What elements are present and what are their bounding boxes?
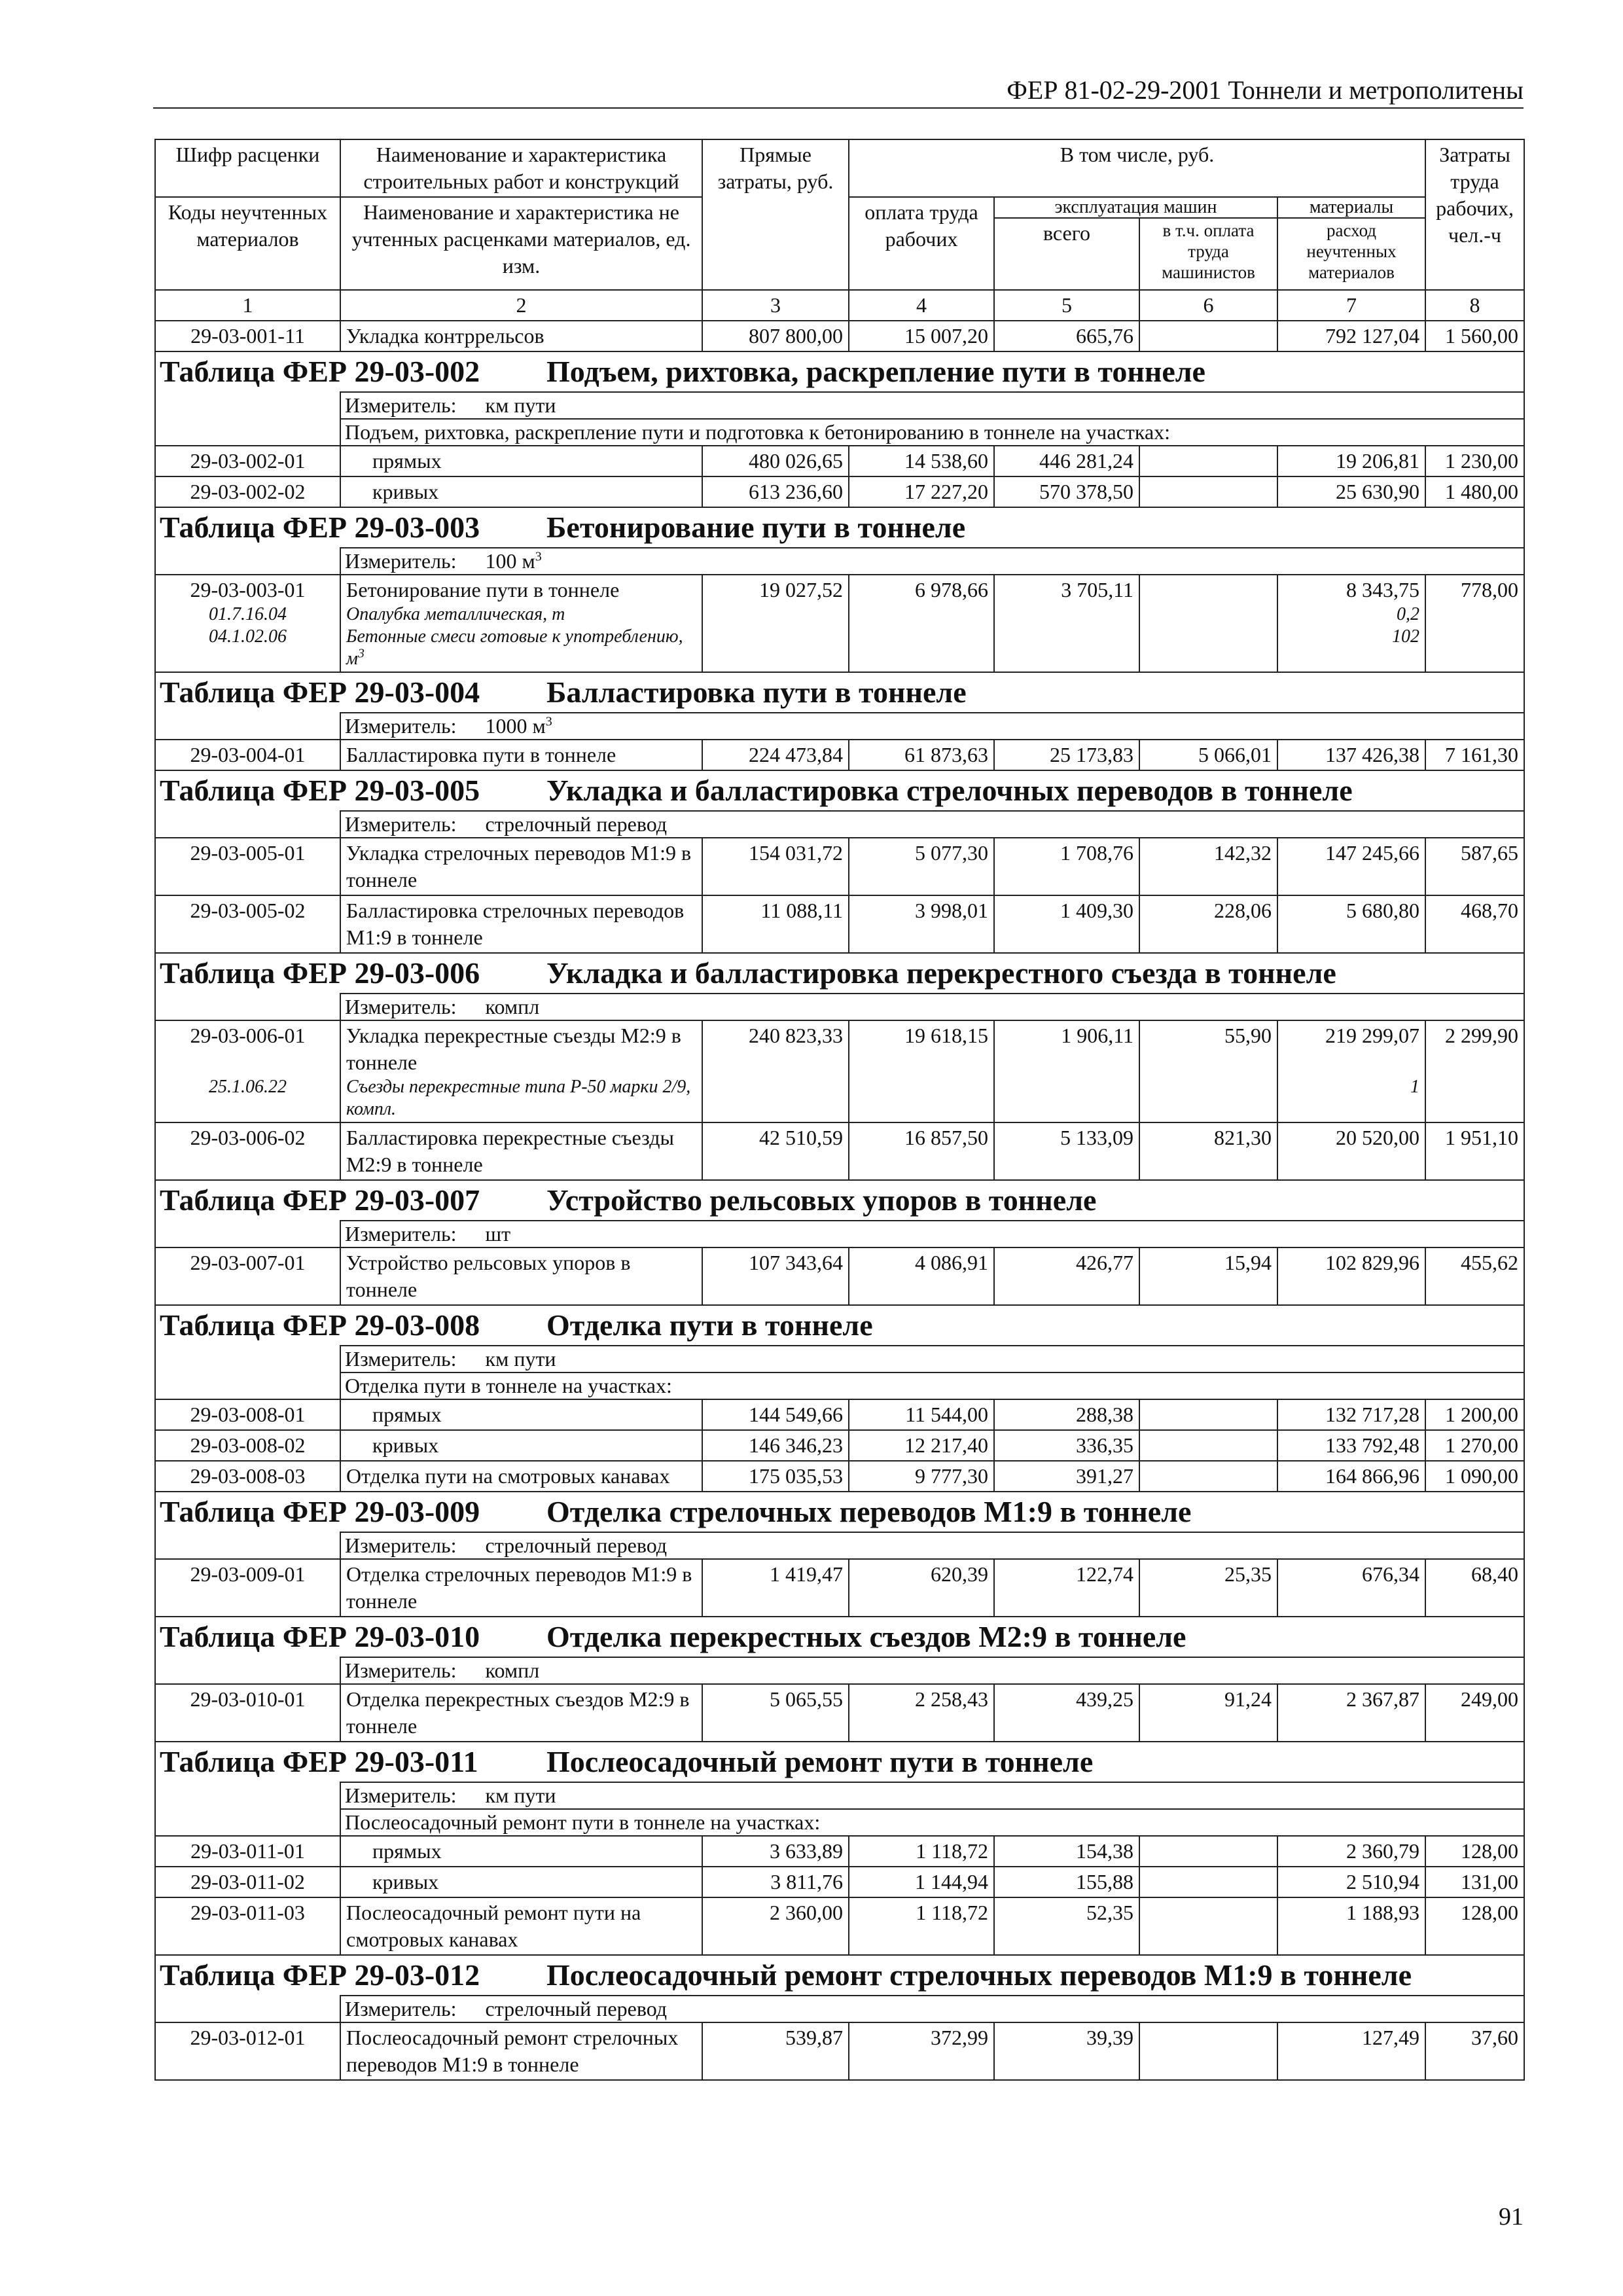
work-name: Укладка стрелочных переводов М1:9 в тоннеле bbox=[340, 838, 702, 895]
labor-hours: 778,00 bbox=[1425, 575, 1524, 672]
col-materials-header: материалы bbox=[1277, 197, 1425, 218]
labor-hours: 2 299,90 bbox=[1425, 1020, 1524, 1122]
subheading-text: Послеосадочный ремонт пути в тоннеле на участках: bbox=[340, 1809, 1524, 1836]
table-row bbox=[155, 1461, 1524, 1492]
section-code: Таблица ФЕР 29-03-004 bbox=[160, 675, 480, 709]
operators-wages bbox=[1139, 1897, 1277, 1955]
page-number: 91 bbox=[1499, 2203, 1524, 2231]
machines-total: 1 906,11 bbox=[994, 1020, 1139, 1122]
materials: 792 127,04 bbox=[1277, 321, 1425, 351]
measure-label: Измеритель: bbox=[345, 1222, 457, 1246]
rate-code: 29-03-007-01 bbox=[155, 1247, 340, 1305]
col-machines-total-header: всего bbox=[994, 218, 1139, 290]
operators-wages: 91,24 bbox=[1139, 1684, 1277, 1742]
section-code: Таблица ФЕР 29-03-007 bbox=[160, 1183, 480, 1217]
section-code: Таблица ФЕР 29-03-012 bbox=[160, 1958, 480, 1992]
labor-hours: 1 200,00 bbox=[1425, 1399, 1524, 1430]
subheading-row bbox=[155, 1372, 1524, 1399]
table-section-heading bbox=[155, 351, 1524, 392]
operators-wages bbox=[1139, 446, 1277, 476]
work-name: Балластировка стрелочных переводов М1:9 в тоннеле bbox=[340, 895, 702, 953]
direct-costs: 1 419,47 bbox=[702, 1559, 849, 1617]
material-consumption: 1 bbox=[1410, 1077, 1420, 1097]
materials-cell bbox=[1277, 575, 1425, 672]
column-header-row bbox=[155, 139, 1524, 197]
wages: 6 978,66 bbox=[849, 575, 994, 672]
direct-costs: 107 343,64 bbox=[702, 1247, 849, 1305]
col-num-4: 4 bbox=[849, 290, 994, 321]
rate-code: 29-03-011-01 bbox=[155, 1836, 340, 1867]
machines-total: 336,35 bbox=[994, 1430, 1139, 1461]
materials: 132 717,28 bbox=[1277, 1399, 1425, 1430]
rate-code: 29-03-008-03 bbox=[155, 1461, 340, 1492]
materials: 2 360,79 bbox=[1277, 1836, 1425, 1867]
wages: 620,39 bbox=[849, 1559, 994, 1617]
machines-total: 1 409,30 bbox=[994, 895, 1139, 953]
document-title: ФЕР 81-02-29-2001 Тоннели и метрополитены bbox=[1007, 75, 1524, 105]
direct-costs: 146 346,23 bbox=[702, 1430, 849, 1461]
rate-code: 29-03-002-01 bbox=[155, 446, 340, 476]
table-section-heading bbox=[155, 953, 1524, 994]
measure-unit: компл bbox=[485, 995, 540, 1018]
measure-label: Измеритель: bbox=[345, 714, 457, 738]
work-name: кривых bbox=[340, 476, 702, 507]
measure-unit: стрелочный перевод bbox=[485, 812, 668, 836]
wages: 16 857,50 bbox=[849, 1122, 994, 1180]
measure-unit: 1000 м bbox=[485, 714, 546, 738]
wages: 14 538,60 bbox=[849, 446, 994, 476]
materials: 102 829,96 bbox=[1277, 1247, 1425, 1305]
wages: 9 777,30 bbox=[849, 1461, 994, 1492]
table-row bbox=[155, 446, 1524, 476]
table-section-heading bbox=[155, 1180, 1524, 1221]
material-unit-exponent: 3 bbox=[357, 646, 365, 661]
machines-total: 570 378,50 bbox=[994, 476, 1139, 507]
operators-wages bbox=[1139, 1867, 1277, 1897]
rate-code: 29-03-008-02 bbox=[155, 1430, 340, 1461]
labor-hours: 249,00 bbox=[1425, 1684, 1524, 1742]
measure-row bbox=[155, 811, 1524, 838]
operators-wages bbox=[1139, 1836, 1277, 1867]
operators-wages: 55,90 bbox=[1139, 1020, 1277, 1122]
work-name: прямых bbox=[340, 1836, 702, 1867]
measure-unit: км пути bbox=[485, 1347, 556, 1371]
labor-hours: 1 480,00 bbox=[1425, 476, 1524, 507]
price-table bbox=[154, 139, 1525, 2081]
wages: 61 873,63 bbox=[849, 740, 994, 770]
section-title: Укладка и балластировка стрелочных переводов в тоннеле bbox=[546, 774, 1353, 807]
machines-total: 52,35 bbox=[994, 1897, 1139, 1955]
rate-code: 29-03-010-01 bbox=[155, 1684, 340, 1742]
measure-label: Измеритель: bbox=[345, 393, 457, 417]
operators-wages: 821,30 bbox=[1139, 1122, 1277, 1180]
section-title: Послеосадочный ремонт стрелочных переводов М1:9 в тоннеле bbox=[546, 1958, 1412, 1992]
section-title: Отделка перекрестных съездов М2:9 в тоннеле bbox=[546, 1620, 1186, 1653]
materials: 5 680,80 bbox=[1277, 895, 1425, 953]
measure-row bbox=[155, 1657, 1524, 1684]
table-row bbox=[155, 1430, 1524, 1461]
subheading-row bbox=[155, 1809, 1524, 1836]
wages: 5 077,30 bbox=[849, 838, 994, 895]
wages: 12 217,40 bbox=[849, 1430, 994, 1461]
operators-wages bbox=[1139, 1430, 1277, 1461]
labor-hours: 1 090,00 bbox=[1425, 1461, 1524, 1492]
operators-wages bbox=[1139, 321, 1277, 351]
measure-label: Измеритель: bbox=[345, 1659, 457, 1682]
rate-code: 29-03-009-01 bbox=[155, 1559, 340, 1617]
measure-row bbox=[155, 994, 1524, 1020]
table-row bbox=[155, 895, 1524, 953]
work-name: Укладка перекрестные съезды М2:9 в тоннеле bbox=[346, 1024, 681, 1074]
measure-unit: стрелочный перевод bbox=[485, 1534, 668, 1557]
labor-hours: 1 270,00 bbox=[1425, 1430, 1524, 1461]
measure-row bbox=[155, 1782, 1524, 1809]
machines-total: 439,25 bbox=[994, 1684, 1139, 1742]
wages: 19 618,15 bbox=[849, 1020, 994, 1122]
header-rule bbox=[153, 107, 1524, 109]
table-row bbox=[155, 1122, 1524, 1180]
work-name: Балластировка перекрестные съезды М2:9 в тоннеле bbox=[340, 1122, 702, 1180]
operators-wages: 5 066,01 bbox=[1139, 740, 1277, 770]
machines-total: 25 173,83 bbox=[994, 740, 1139, 770]
work-name: Послеосадочный ремонт пути на смотровых канавах bbox=[340, 1897, 702, 1955]
direct-costs: 2 360,00 bbox=[702, 1897, 849, 1955]
materials: 137 426,38 bbox=[1277, 740, 1425, 770]
rate-code: 29-03-001-11 bbox=[155, 321, 340, 351]
direct-costs: 807 800,00 bbox=[702, 321, 849, 351]
wages: 17 227,20 bbox=[849, 476, 994, 507]
labor-hours: 128,00 bbox=[1425, 1897, 1524, 1955]
materials: 8 343,75 bbox=[1346, 578, 1420, 601]
labor-hours: 37,60 bbox=[1425, 2022, 1524, 2080]
work-name: прямых bbox=[340, 1399, 702, 1430]
table-row bbox=[155, 1684, 1524, 1742]
rate-code: 29-03-006-02 bbox=[155, 1122, 340, 1180]
direct-costs: 5 065,55 bbox=[702, 1684, 849, 1742]
direct-costs: 539,87 bbox=[702, 2022, 849, 2080]
table-row bbox=[155, 1836, 1524, 1867]
work-name: Бетонирование пути в тоннеле bbox=[346, 578, 620, 601]
table-row bbox=[155, 575, 1524, 672]
measure-unit: шт bbox=[485, 1222, 511, 1246]
col-num-3: 3 bbox=[702, 290, 849, 321]
col-including-header: В том числе, руб. bbox=[849, 139, 1425, 197]
operators-wages bbox=[1139, 1461, 1277, 1492]
material-consumption: 102 bbox=[1392, 626, 1420, 647]
rate-code: 29-03-011-03 bbox=[155, 1897, 340, 1955]
materials: 164 866,96 bbox=[1277, 1461, 1425, 1492]
measure-row bbox=[155, 1221, 1524, 1247]
work-name: кривых bbox=[340, 1430, 702, 1461]
rate-code: 29-03-006-01 bbox=[190, 1024, 306, 1047]
table-row bbox=[155, 321, 1524, 351]
table-section-heading bbox=[155, 507, 1524, 548]
labor-hours: 1 230,00 bbox=[1425, 446, 1524, 476]
wages: 15 007,20 bbox=[849, 321, 994, 351]
table-section-heading bbox=[155, 1492, 1524, 1532]
machines-total: 155,88 bbox=[994, 1867, 1139, 1897]
materials: 133 792,48 bbox=[1277, 1430, 1425, 1461]
labor-hours: 1 951,10 bbox=[1425, 1122, 1524, 1180]
rate-code: 29-03-005-01 bbox=[155, 838, 340, 895]
table-section-heading bbox=[155, 770, 1524, 811]
measure-row bbox=[155, 548, 1524, 575]
subheading-text: Подъем, рихтовка, раскрепление пути и подготовка к бетонированию в тоннеле на участках: bbox=[340, 419, 1524, 446]
material-code: 25.1.06.22 bbox=[209, 1077, 287, 1097]
work-name: Устройство рельсовых упоров в тоннеле bbox=[340, 1247, 702, 1305]
table-row bbox=[155, 2022, 1524, 2080]
materials: 19 206,81 bbox=[1277, 446, 1425, 476]
wages: 2 258,43 bbox=[849, 1684, 994, 1742]
machines-total: 288,38 bbox=[994, 1399, 1139, 1430]
rate-code: 29-03-002-02 bbox=[155, 476, 340, 507]
measure-row bbox=[155, 1996, 1524, 2022]
work-name: Послеосадочный ремонт стрелочных переводов М1:9 в тоннеле bbox=[340, 2022, 702, 2080]
labor-hours: 128,00 bbox=[1425, 1836, 1524, 1867]
labor-hours: 587,65 bbox=[1425, 838, 1524, 895]
operators-wages: 228,06 bbox=[1139, 895, 1277, 953]
col-num-5: 5 bbox=[994, 290, 1139, 321]
section-code: Таблица ФЕР 29-03-002 bbox=[160, 355, 480, 388]
labor-hours: 455,62 bbox=[1425, 1247, 1524, 1305]
labor-hours: 7 161,30 bbox=[1425, 740, 1524, 770]
measure-unit: стрелочный перевод bbox=[485, 1997, 668, 2020]
direct-costs: 3 811,76 bbox=[702, 1867, 849, 1897]
subheading-row bbox=[155, 419, 1524, 446]
direct-costs: 154 031,72 bbox=[702, 838, 849, 895]
col-name-header: Наименование и характеристика строительных работ и конструкций bbox=[340, 139, 702, 197]
section-title: Послеосадочный ремонт пути в тоннеле bbox=[546, 1745, 1094, 1778]
materials: 2 367,87 bbox=[1277, 1684, 1425, 1742]
table-row bbox=[155, 1247, 1524, 1305]
machines-total: 39,39 bbox=[994, 2022, 1139, 2080]
direct-costs: 3 633,89 bbox=[702, 1836, 849, 1867]
table-row bbox=[155, 1020, 1524, 1122]
subheading-text: Отделка пути в тоннеле на участках: bbox=[340, 1372, 1524, 1399]
work-name: Укладка контррельсов bbox=[340, 321, 702, 351]
material-name: Бетонные смеси готовые к употреблению, м bbox=[346, 626, 683, 669]
table-row bbox=[155, 1399, 1524, 1430]
operators-wages: 15,94 bbox=[1139, 1247, 1277, 1305]
direct-costs: 11 088,11 bbox=[702, 895, 849, 953]
operators-wages bbox=[1139, 1399, 1277, 1430]
direct-costs: 240 823,33 bbox=[702, 1020, 849, 1122]
material-consumption: 0,2 bbox=[1397, 604, 1420, 624]
machines-total: 446 281,24 bbox=[994, 446, 1139, 476]
rate-code: 29-03-004-01 bbox=[155, 740, 340, 770]
direct-costs: 480 026,65 bbox=[702, 446, 849, 476]
running-header bbox=[153, 71, 1524, 109]
labor-hours: 1 560,00 bbox=[1425, 321, 1524, 351]
col-num-7: 7 bbox=[1277, 290, 1425, 321]
labor-hours: 131,00 bbox=[1425, 1867, 1524, 1897]
materials: 20 520,00 bbox=[1277, 1122, 1425, 1180]
col-direct-costs-header: Прямые затраты, руб. bbox=[702, 139, 849, 290]
measure-unit: 100 м bbox=[485, 549, 535, 573]
materials: 1 188,93 bbox=[1277, 1897, 1425, 1955]
measure-row bbox=[155, 1532, 1524, 1559]
work-name: Балластировка пути в тоннеле bbox=[340, 740, 702, 770]
materials: 25 630,90 bbox=[1277, 476, 1425, 507]
rate-code: 29-03-011-02 bbox=[155, 1867, 340, 1897]
rate-code: 29-03-005-02 bbox=[155, 895, 340, 953]
material-name: Опалубка металлическая, т bbox=[346, 604, 565, 624]
measure-row bbox=[155, 713, 1524, 740]
col-num-2: 2 bbox=[340, 290, 702, 321]
wages: 372,99 bbox=[849, 2022, 994, 2080]
rate-code: 29-03-008-01 bbox=[155, 1399, 340, 1430]
work-name-cell bbox=[340, 1020, 702, 1122]
work-name: Отделка стрелочных переводов М1:9 в тоннеле bbox=[340, 1559, 702, 1617]
col-wages-header: оплата труда рабочих bbox=[849, 197, 994, 290]
labor-hours: 468,70 bbox=[1425, 895, 1524, 953]
measure-label: Измеритель: bbox=[345, 812, 457, 836]
col-operators-wages-header: в т.ч. оплата труда машинистов bbox=[1139, 218, 1277, 290]
section-code: Таблица ФЕР 29-03-010 bbox=[160, 1620, 480, 1653]
col-code-header: Шифр расценки bbox=[155, 139, 340, 197]
table-section-heading bbox=[155, 672, 1524, 713]
materials: 2 510,94 bbox=[1277, 1867, 1425, 1897]
section-code: Таблица ФЕР 29-03-005 bbox=[160, 774, 480, 807]
wages: 3 998,01 bbox=[849, 895, 994, 953]
section-code: Таблица ФЕР 29-03-009 bbox=[160, 1495, 480, 1528]
measure-label: Измеритель: bbox=[345, 1784, 457, 1807]
operators-wages bbox=[1139, 476, 1277, 507]
work-name: прямых bbox=[340, 446, 702, 476]
wages: 1 144,94 bbox=[849, 1867, 994, 1897]
section-title: Отделка пути в тоннеле bbox=[546, 1308, 873, 1342]
materials: 147 245,66 bbox=[1277, 838, 1425, 895]
wages: 11 544,00 bbox=[849, 1399, 994, 1430]
direct-costs: 224 473,84 bbox=[702, 740, 849, 770]
operators-wages bbox=[1139, 575, 1277, 672]
measure-label: Измеритель: bbox=[345, 995, 457, 1018]
materials: 676,34 bbox=[1277, 1559, 1425, 1617]
material-name: Съезды перекрестные типа Р-50 марки 2/9, компл. bbox=[346, 1077, 691, 1119]
machines-total: 5 133,09 bbox=[994, 1122, 1139, 1180]
col-unaccounted-materials-header: расход неучтенных материалов bbox=[1277, 218, 1425, 290]
material-code: 04.1.02.06 bbox=[209, 626, 287, 647]
material-code: 01.7.16.04 bbox=[209, 604, 287, 624]
measure-unit-exponent: 3 bbox=[535, 549, 542, 564]
measure-label: Измеритель: bbox=[345, 1347, 457, 1371]
work-name-cell bbox=[340, 575, 702, 672]
materials: 127,49 bbox=[1277, 2022, 1425, 2080]
table-row bbox=[155, 476, 1524, 507]
measure-row bbox=[155, 392, 1524, 419]
direct-costs: 175 035,53 bbox=[702, 1461, 849, 1492]
table-row bbox=[155, 740, 1524, 770]
operators-wages bbox=[1139, 2022, 1277, 2080]
measure-label: Измеритель: bbox=[345, 1534, 457, 1557]
measure-unit: км пути bbox=[485, 1784, 556, 1807]
direct-costs: 19 027,52 bbox=[702, 575, 849, 672]
machines-total: 665,76 bbox=[994, 321, 1139, 351]
operators-wages: 142,32 bbox=[1139, 838, 1277, 895]
direct-costs: 144 549,66 bbox=[702, 1399, 849, 1430]
section-title: Укладка и балластировка перекрестного съезда в тоннеле bbox=[546, 956, 1336, 990]
table-section-heading bbox=[155, 1305, 1524, 1346]
wages: 1 118,72 bbox=[849, 1836, 994, 1867]
section-code: Таблица ФЕР 29-03-006 bbox=[160, 956, 480, 990]
wages: 1 118,72 bbox=[849, 1897, 994, 1955]
section-code: Таблица ФЕР 29-03-008 bbox=[160, 1308, 480, 1342]
direct-costs: 42 510,59 bbox=[702, 1122, 849, 1180]
table-section-heading bbox=[155, 1742, 1524, 1782]
measure-unit: км пути bbox=[485, 393, 556, 417]
machines-total: 1 708,76 bbox=[994, 838, 1139, 895]
work-name: Отделка перекрестных съездов М2:9 в тоннеле bbox=[340, 1684, 702, 1742]
labor-hours: 68,40 bbox=[1425, 1559, 1524, 1617]
section-title: Отделка стрелочных переводов М1:9 в тоннеле bbox=[546, 1495, 1192, 1528]
operators-wages: 25,35 bbox=[1139, 1559, 1277, 1617]
col-machines-header: эксплуатация машин bbox=[994, 197, 1277, 218]
rate-code: 29-03-012-01 bbox=[155, 2022, 340, 2080]
section-title: Устройство рельсовых упоров в тоннеле bbox=[546, 1183, 1097, 1217]
section-title: Балластировка пути в тоннеле bbox=[546, 675, 967, 709]
section-title: Подъем, рихтовка, раскрепление пути в тоннеле bbox=[546, 355, 1205, 388]
table-row bbox=[155, 1867, 1524, 1897]
rate-code: 29-03-003-01 bbox=[190, 578, 306, 601]
machines-total: 391,27 bbox=[994, 1461, 1139, 1492]
rate-code-cell bbox=[155, 1020, 340, 1122]
table-row bbox=[155, 1897, 1524, 1955]
table-row bbox=[155, 838, 1524, 895]
measure-label: Измеритель: bbox=[345, 1997, 457, 2020]
measure-unit: компл bbox=[485, 1659, 540, 1682]
materials: 219 299,07 bbox=[1325, 1024, 1420, 1047]
direct-costs: 613 236,60 bbox=[702, 476, 849, 507]
machines-total: 3 705,11 bbox=[994, 575, 1139, 672]
rate-code-cell bbox=[155, 575, 340, 672]
column-numbers-row bbox=[155, 290, 1524, 321]
work-name: Отделка пути на смотровых канавах bbox=[340, 1461, 702, 1492]
table-section-heading bbox=[155, 1955, 1524, 1996]
machines-total: 122,74 bbox=[994, 1559, 1139, 1617]
col-num-1: 1 bbox=[155, 290, 340, 321]
machines-total: 154,38 bbox=[994, 1836, 1139, 1867]
measure-label: Измеритель: bbox=[345, 549, 457, 573]
machines-total: 426,77 bbox=[994, 1247, 1139, 1305]
section-title: Бетонирование пути в тоннеле bbox=[546, 511, 966, 544]
table-row bbox=[155, 1559, 1524, 1617]
work-name: кривых bbox=[340, 1867, 702, 1897]
col-num-6: 6 bbox=[1139, 290, 1277, 321]
section-code: Таблица ФЕР 29-03-003 bbox=[160, 511, 480, 544]
col-num-8: 8 bbox=[1425, 290, 1524, 321]
col-material-names-header: Наименование и характеристика не учтенных расценками материалов, ед. изм. bbox=[340, 197, 702, 290]
materials-cell bbox=[1277, 1020, 1425, 1122]
wages: 4 086,91 bbox=[849, 1247, 994, 1305]
col-labor-hours-header: Затраты труда рабочих, чел.-ч bbox=[1425, 139, 1524, 290]
col-material-codes-header: Коды неучтенных материалов bbox=[155, 197, 340, 290]
measure-unit-exponent: 3 bbox=[545, 714, 552, 729]
table-section-heading bbox=[155, 1617, 1524, 1657]
measure-row bbox=[155, 1346, 1524, 1372]
section-code: Таблица ФЕР 29-03-011 bbox=[160, 1745, 478, 1778]
